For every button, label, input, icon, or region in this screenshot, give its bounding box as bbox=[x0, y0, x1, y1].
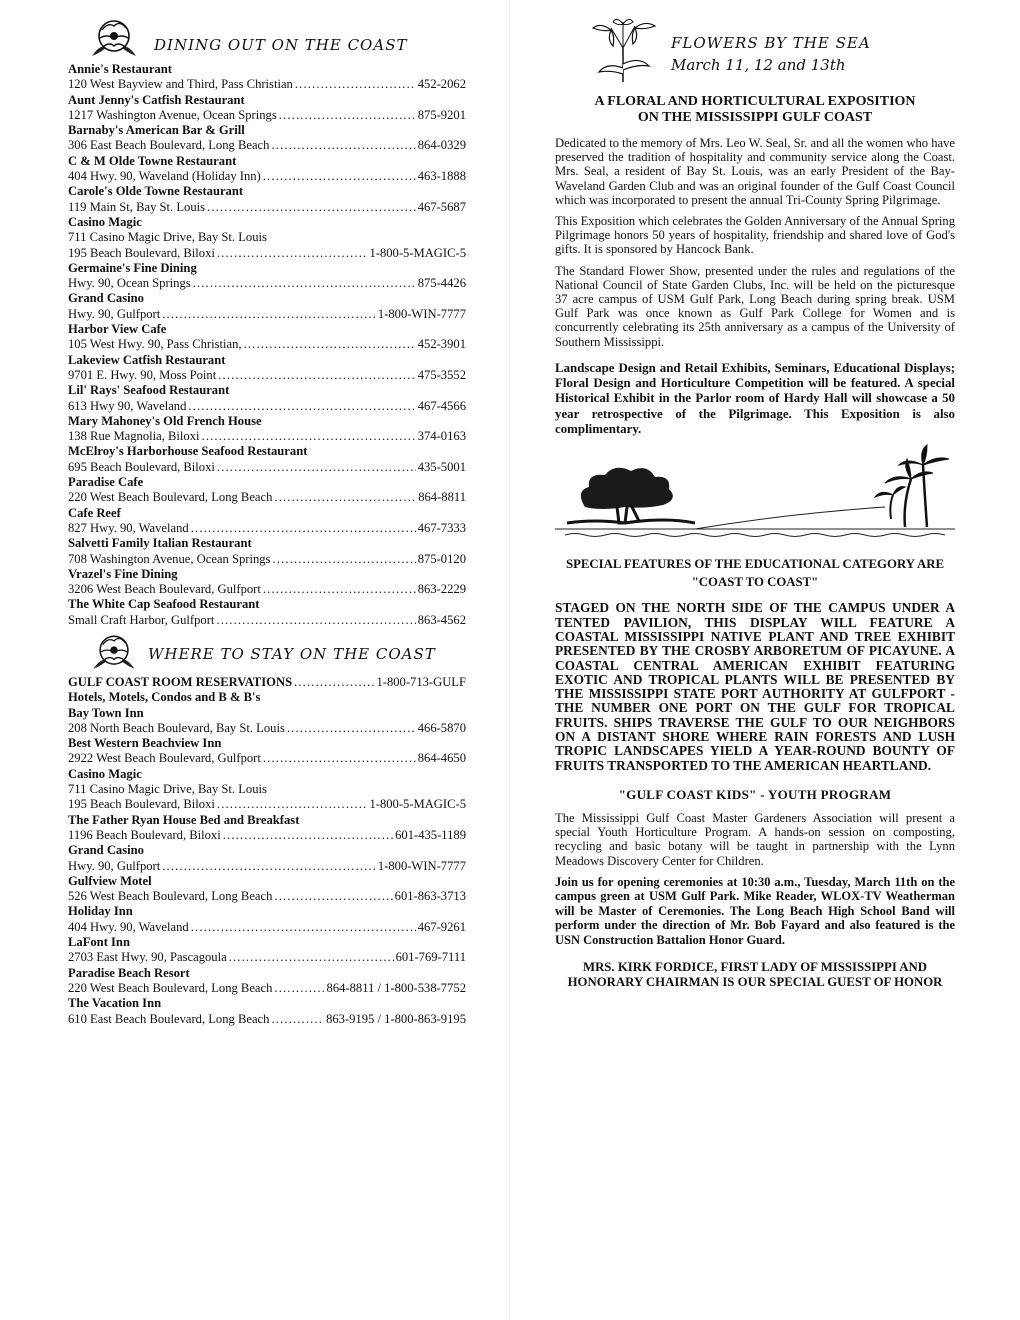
listing-entry bbox=[68, 93, 466, 124]
listing-phone: 1-800-5-MAGIC-5 bbox=[369, 797, 466, 812]
listing-line bbox=[68, 981, 466, 996]
listing-entry bbox=[68, 291, 466, 322]
flowers-header bbox=[555, 14, 955, 92]
listing-name: Carole's Olde Towne Restaurant bbox=[68, 184, 244, 199]
listing-entry bbox=[68, 935, 466, 966]
listing-address: 195 Beach Boulevard, Biloxi bbox=[68, 245, 215, 260]
listing-name: The Father Ryan House Bed and Breakfast bbox=[68, 812, 300, 827]
listing-line bbox=[68, 368, 466, 383]
listing-entry bbox=[68, 353, 466, 384]
listing-address: Small Craft Harbor, Gulfport bbox=[68, 612, 215, 627]
leader-dots bbox=[271, 1012, 324, 1027]
listing-address: 138 Rue Magnolia, Biloxi bbox=[68, 429, 200, 444]
leader-dots bbox=[217, 460, 416, 475]
listing-entry bbox=[68, 414, 466, 445]
listing-address: 9701 E. Hwy. 90, Moss Point bbox=[68, 367, 217, 382]
listing-phone: 601-435-1189 bbox=[395, 827, 466, 842]
listing-name: Mary Mahoney's Old French House bbox=[68, 413, 262, 428]
listing-line bbox=[68, 429, 466, 444]
listing-line bbox=[68, 1012, 466, 1027]
leader-dots bbox=[207, 200, 416, 215]
listing-address: 708 Washington Avenue, Ocean Springs bbox=[68, 551, 271, 566]
special-features-title bbox=[555, 555, 955, 591]
listing-line bbox=[68, 307, 466, 322]
camellia-icon bbox=[86, 16, 142, 60]
listing-name: Lakeview Catfish Restaurant bbox=[68, 352, 226, 367]
listing-name: C & M Olde Towne Restaurant bbox=[68, 153, 237, 168]
listing-line bbox=[68, 337, 466, 352]
leader-dots bbox=[188, 399, 415, 414]
kids-program-paragraph: The Mississippi Gulf Coast Master Gardeners Association will present a special Youth Horticulture Program. A hands-on session on composting, recycling and basic botany will be taught in partnership with the Lynn Meadows Discovery Center for Children. bbox=[555, 810, 955, 868]
leader-dots bbox=[272, 552, 415, 567]
listing-phone: 1-800-WIN-7777 bbox=[377, 306, 466, 321]
listing-entry bbox=[68, 813, 466, 844]
listing-address: Hwy. 90, Gulfport bbox=[68, 306, 161, 321]
listing-entry bbox=[68, 261, 466, 292]
reservations-line bbox=[68, 675, 466, 690]
listing-name: Annie's Restaurant bbox=[68, 62, 172, 76]
listing-phone: 863-9195 / 1-800-863-9195 bbox=[326, 1011, 466, 1026]
leader-dots bbox=[274, 490, 416, 505]
listing-line bbox=[68, 276, 466, 291]
listing-line bbox=[68, 399, 466, 414]
opening-ceremony-paragraph: Join us for opening ceremonies at 10:30 a.m., Tuesday, March 11th on the campus green at USM Gulf Park. Mike Reader, WLOX-TV Weatherman will be Master of Ceremonies. The Long Beach High School Band will perform under the direction of Mr. Bob Fayard and also featured is the USN Construction Battalion Honor Guard. bbox=[555, 874, 955, 948]
listing-line bbox=[68, 582, 466, 597]
leader-dots bbox=[271, 138, 415, 153]
listing-name: Casino Magic bbox=[68, 214, 142, 229]
leader-dots bbox=[223, 828, 393, 843]
listing-name: Lil' Rays' Seafood Restaurant bbox=[68, 383, 230, 398]
listing-entry bbox=[68, 506, 466, 537]
listing-name: Harbor View Cafe bbox=[68, 322, 167, 337]
listing-line bbox=[68, 77, 466, 92]
listing-line bbox=[68, 751, 466, 766]
flowers-dates: March 11, 12 and 13th bbox=[671, 56, 846, 74]
listing-phone: 875-9201 bbox=[417, 107, 466, 122]
oak-tree-icon bbox=[567, 468, 695, 523]
stay-subheading: Hotels, Motels, Condos and B & B's bbox=[68, 690, 261, 705]
listing-address: 613 Hwy 90, Waveland bbox=[68, 398, 187, 413]
listing-entry bbox=[68, 383, 466, 414]
listing-name: Aunt Jenny's Catfish Restaurant bbox=[68, 92, 245, 107]
listing-entry bbox=[68, 215, 466, 261]
listing-address: 195 Beach Boulevard, Biloxi bbox=[68, 797, 215, 812]
listing-name: Gulfview Motel bbox=[68, 873, 152, 888]
left-panel bbox=[68, 14, 466, 1027]
listing-address: 404 Hwy. 90, Waveland (Holiday Inn) bbox=[68, 169, 261, 184]
dining-header bbox=[68, 14, 466, 62]
dedication-paragraph: Dedicated to the memory of Mrs. Leo W. Seal, Sr. and all the women who have preserved the tradition of hospitality and community service along the Coast. Mrs. Seal, a resident of Bay St. Louis, was an early President of the Bay-Waveland Garden Club and was an original founder of the Gulf Coast Council which was incorporated to present the annual Tri-County Spring Pilgrimage. bbox=[555, 136, 955, 207]
guest-line2: HONORARY CHAIRMAN IS OUR SPECIAL GUEST OF HONOR bbox=[567, 974, 943, 989]
listing-phone: 864-4650 bbox=[417, 751, 466, 766]
listing-address: 220 West Beach Boulevard, Long Beach bbox=[68, 980, 273, 995]
listing-phone: 467-7333 bbox=[417, 520, 466, 535]
listing-address: 306 East Beach Boulevard, Long Beach bbox=[68, 138, 270, 153]
listing-line bbox=[68, 889, 466, 904]
listing-name: Best Western Beachview Inn bbox=[68, 736, 222, 751]
leader-dots bbox=[279, 108, 416, 123]
listing-line bbox=[68, 460, 466, 475]
listing-phone: 467-5687 bbox=[417, 199, 466, 214]
listing-name: Grand Casino bbox=[68, 843, 144, 858]
reservations-entry bbox=[68, 675, 466, 706]
leader-dots bbox=[229, 950, 394, 965]
guest-line1: MRS. KIRK FORDICE, FIRST LADY OF MISSISSIPPI AND bbox=[582, 959, 928, 974]
lily-icon bbox=[583, 18, 665, 84]
listing-phone: 875-4426 bbox=[417, 276, 466, 291]
listing-address: 404 Hwy. 90, Waveland bbox=[68, 919, 189, 934]
listing-name: Vrazel's Fine Dining bbox=[68, 566, 178, 581]
listing-line bbox=[68, 138, 466, 153]
listing-name: The Vacation Inn bbox=[68, 996, 162, 1011]
dining-list bbox=[68, 62, 466, 628]
listing-entry bbox=[68, 62, 466, 93]
leader-dots bbox=[263, 751, 416, 766]
listing-phone: 435-5001 bbox=[417, 459, 466, 474]
listing-line bbox=[68, 920, 466, 935]
listing-line bbox=[68, 246, 466, 261]
listing-entry bbox=[68, 767, 466, 813]
listing-name: Bay Town Inn bbox=[68, 705, 144, 720]
palm-trees-icon bbox=[875, 445, 949, 527]
listing-line bbox=[68, 721, 466, 736]
listing-line bbox=[68, 230, 466, 245]
listing-phone: 863-2229 bbox=[417, 582, 466, 597]
listing-phone: 467-4566 bbox=[417, 398, 466, 413]
listing-line bbox=[68, 828, 466, 843]
leader-dots bbox=[191, 521, 416, 536]
listing-line bbox=[68, 200, 466, 215]
exhibits-paragraph: Landscape Design and Retail Exhibits, Seminars, Educational Displays; Floral Design and Horticulture Competition will be featured. A special Historical Exhibit in the Parlor room of Hardy Hall will showcase a 50 year retrospective of the Pilgrimage. This Exposition is also complimentary. bbox=[555, 360, 955, 437]
listing-entry bbox=[68, 536, 466, 567]
reservations-label: GULF COAST ROOM RESERVATIONS bbox=[68, 674, 293, 689]
leader-dots bbox=[162, 859, 376, 874]
listing-name: Grand Casino bbox=[68, 291, 144, 306]
listing-entry bbox=[68, 706, 466, 737]
listing-line bbox=[68, 490, 466, 505]
dining-title: DINING OUT ON THE COAST bbox=[154, 36, 408, 54]
listing-entry bbox=[68, 904, 466, 935]
listing-phone: 374-0163 bbox=[417, 429, 466, 444]
listing-name: Casino Magic bbox=[68, 766, 142, 781]
listing-phone: 864-0329 bbox=[417, 138, 466, 153]
listing-name: Germaine's Fine Dining bbox=[68, 260, 197, 275]
flowers-title: FLOWERS BY THE SEA bbox=[671, 34, 871, 52]
listing-line bbox=[68, 859, 466, 874]
expo-title-line1: A FLORAL AND HORTICULTURAL EXPOSITION bbox=[594, 94, 916, 109]
listing-address: 526 West Beach Boulevard, Long Beach bbox=[68, 889, 273, 904]
leader-dots bbox=[193, 276, 416, 291]
coast-scene-illustration bbox=[555, 443, 955, 543]
leader-dots bbox=[218, 368, 415, 383]
special-title-line1: SPECIAL FEATURES OF THE EDUCATIONAL CATEGORY ARE bbox=[565, 557, 945, 572]
listing-phone: 452-2062 bbox=[417, 77, 466, 92]
listing-phone: 863-4562 bbox=[417, 612, 466, 627]
leader-dots bbox=[274, 889, 392, 904]
listing-phone: 467-9261 bbox=[417, 919, 466, 934]
listing-phone: 601-769-7111 bbox=[395, 950, 466, 965]
listing-phone: 1-800-5-MAGIC-5 bbox=[369, 245, 466, 260]
stay-header bbox=[68, 631, 466, 675]
listing-address: 827 Hwy. 90, Waveland bbox=[68, 520, 189, 535]
stay-list bbox=[68, 706, 466, 1027]
listing-entry bbox=[68, 996, 466, 1027]
listing-address: 711 Casino Magic Drive, Bay St. Louis bbox=[68, 782, 267, 797]
leader-dots bbox=[191, 920, 416, 935]
listing-name: Paradise Cafe bbox=[68, 475, 144, 490]
listing-address: 2922 West Beach Boulevard, Gulfport bbox=[68, 751, 261, 766]
listing-phone: 466-5870 bbox=[417, 720, 466, 735]
expo-title bbox=[555, 94, 955, 126]
leader-dots bbox=[217, 797, 368, 812]
listing-name: McElroy's Harborhouse Seafood Restaurant bbox=[68, 444, 308, 459]
listing-phone: 875-0120 bbox=[417, 551, 466, 566]
listing-line bbox=[68, 108, 466, 123]
listing-line bbox=[68, 950, 466, 965]
listing-phone: 463-1888 bbox=[417, 169, 466, 184]
flower-show-paragraph: The Standard Flower Show, presented under the rules and regulations of the National Council of State Garden Clubs, Inc. will be held on the picturesque 37 acre campus of USM Gulf Park, Long Beach during spring break. USM Gulf Park was once known as Gulf Park College for Women and is concurrently celebrating its 25th anniversary as a campus of the University of Southern Mississippi. bbox=[555, 263, 955, 349]
listing-line bbox=[68, 613, 466, 628]
coast-to-coast-text: STAGED ON THE NORTH SIDE OF THE CAMPUS UNDER A TENTED PAVILION, THIS DISPLAY WILL FEATURE A COASTAL MISSISSIPPI NATIVE PLANT AND TREE EXHIBIT PRESENTED BY THE CROSBY ARBORETUM OF PICAYUNE. A COASTAL CENTRAL AMERICAN EXHIBIT FEATURING EXOTIC AND TROPICAL PLANTS WILL BE PRESENTED BY THE MISSISSIPPI STATE PORT AUTHORITY AT GULFPORT - THE NUMBER ONE PORT ON THE GULF FOR TROPICAL FRUITS. SHIPS TRAVERSE THE GULF TO OUR NEIGHBORS ON A DISTANT SHORE WHERE RAIN FORESTS AND LUSH TROPIC LANDSCAPES YIELD A YEAR-ROUND BOUNTY OF FRUITS TRANSPORTED TO THE AMERICAN HEARTLAND. bbox=[555, 600, 955, 773]
listing-entry bbox=[68, 843, 466, 874]
reservations-phone: 1-800-713-GULF bbox=[376, 674, 466, 689]
leader-dots bbox=[202, 429, 416, 444]
listing-phone: 864-8811 bbox=[418, 490, 466, 505]
listing-name: Barnaby's American Bar & Grill bbox=[68, 123, 245, 138]
listing-entry bbox=[68, 736, 466, 767]
listing-phone: 475-3552 bbox=[417, 367, 466, 382]
leader-dots bbox=[274, 981, 324, 996]
listing-entry bbox=[68, 567, 466, 598]
leader-dots bbox=[287, 721, 416, 736]
leader-dots bbox=[294, 675, 374, 690]
special-title-line2: "COAST TO COAST" bbox=[691, 575, 819, 590]
listing-phone: 864-8811 / 1-800-538-7752 bbox=[326, 980, 466, 995]
leader-dots bbox=[263, 582, 416, 597]
listing-address: 3206 West Beach Boulevard, Gulfport bbox=[68, 582, 261, 597]
listing-address: 220 West Beach Boulevard, Long Beach bbox=[68, 490, 273, 505]
listing-address: 1196 Beach Boulevard, Biloxi bbox=[68, 827, 221, 842]
listing-entry bbox=[68, 444, 466, 475]
right-panel bbox=[555, 14, 955, 990]
leader-dots bbox=[216, 613, 415, 628]
listing-phone: 452-3901 bbox=[417, 337, 466, 352]
listing-phone: 1-800-WIN-7777 bbox=[377, 858, 466, 873]
listing-address: 695 Beach Boulevard, Biloxi bbox=[68, 459, 215, 474]
listing-entry bbox=[68, 184, 466, 215]
listing-entry bbox=[68, 597, 466, 628]
listing-line bbox=[68, 782, 466, 797]
leader-dots bbox=[244, 337, 416, 352]
listing-entry bbox=[68, 874, 466, 905]
listing-name: LaFont Inn bbox=[68, 935, 130, 950]
listing-name: Cafe Reef bbox=[68, 505, 121, 520]
listing-line bbox=[68, 797, 466, 812]
leader-dots bbox=[295, 77, 416, 92]
anniversary-paragraph: This Exposition which celebrates the Golden Anniversary of the Annual Spring Pilgrimage honors 50 years of hospitality, friendship and shared love of God's gifts. It is sponsored by Hancock Bank. bbox=[555, 214, 955, 257]
listing-entry bbox=[68, 966, 466, 997]
listing-phone: 601-863-3713 bbox=[394, 889, 466, 904]
listing-entry bbox=[68, 154, 466, 185]
listing-line bbox=[68, 552, 466, 567]
listing-name: Holiday Inn bbox=[68, 904, 133, 919]
listing-entry bbox=[68, 123, 466, 154]
listing-address: 2703 East Hwy. 90, Pascagoula bbox=[68, 950, 227, 965]
listing-name: Salvetti Family Italian Restaurant bbox=[68, 536, 252, 551]
camellia-icon bbox=[88, 631, 140, 673]
stay-title: WHERE TO STAY ON THE COAST bbox=[148, 644, 436, 663]
listing-name: The White Cap Seafood Restaurant bbox=[68, 597, 260, 612]
listing-address: 1217 Washington Avenue, Ocean Springs bbox=[68, 107, 277, 122]
leader-dots bbox=[263, 169, 416, 184]
leader-dots bbox=[217, 246, 368, 261]
listing-line bbox=[68, 521, 466, 536]
listing-name: Paradise Beach Resort bbox=[68, 965, 190, 980]
listing-address: 119 Main St, Bay St. Louis bbox=[68, 199, 206, 214]
listing-address: Hwy. 90, Gulfport bbox=[68, 858, 161, 873]
listing-address: 105 West Hwy. 90, Pass Christian, bbox=[68, 337, 242, 352]
page-fold bbox=[509, 0, 510, 1320]
leader-dots bbox=[162, 307, 376, 322]
listing-address: 610 East Beach Boulevard, Long Beach bbox=[68, 1011, 270, 1026]
kids-program-title: "GULF COAST KIDS" - YOUTH PROGRAM bbox=[618, 786, 892, 802]
listing-address: 120 West Bayview and Third, Pass Christian bbox=[68, 77, 293, 92]
listing-entry bbox=[68, 475, 466, 506]
listing-address: 208 North Beach Boulevard, Bay St. Louis bbox=[68, 720, 285, 735]
listing-entry bbox=[68, 322, 466, 353]
listing-address: Hwy. 90, Ocean Springs bbox=[68, 276, 191, 291]
listing-line bbox=[68, 169, 466, 184]
guest-of-honor bbox=[555, 960, 955, 990]
listing-address: 711 Casino Magic Drive, Bay St. Louis bbox=[68, 230, 267, 245]
expo-title-line2: ON THE MISSISSIPPI GULF COAST bbox=[637, 110, 873, 125]
